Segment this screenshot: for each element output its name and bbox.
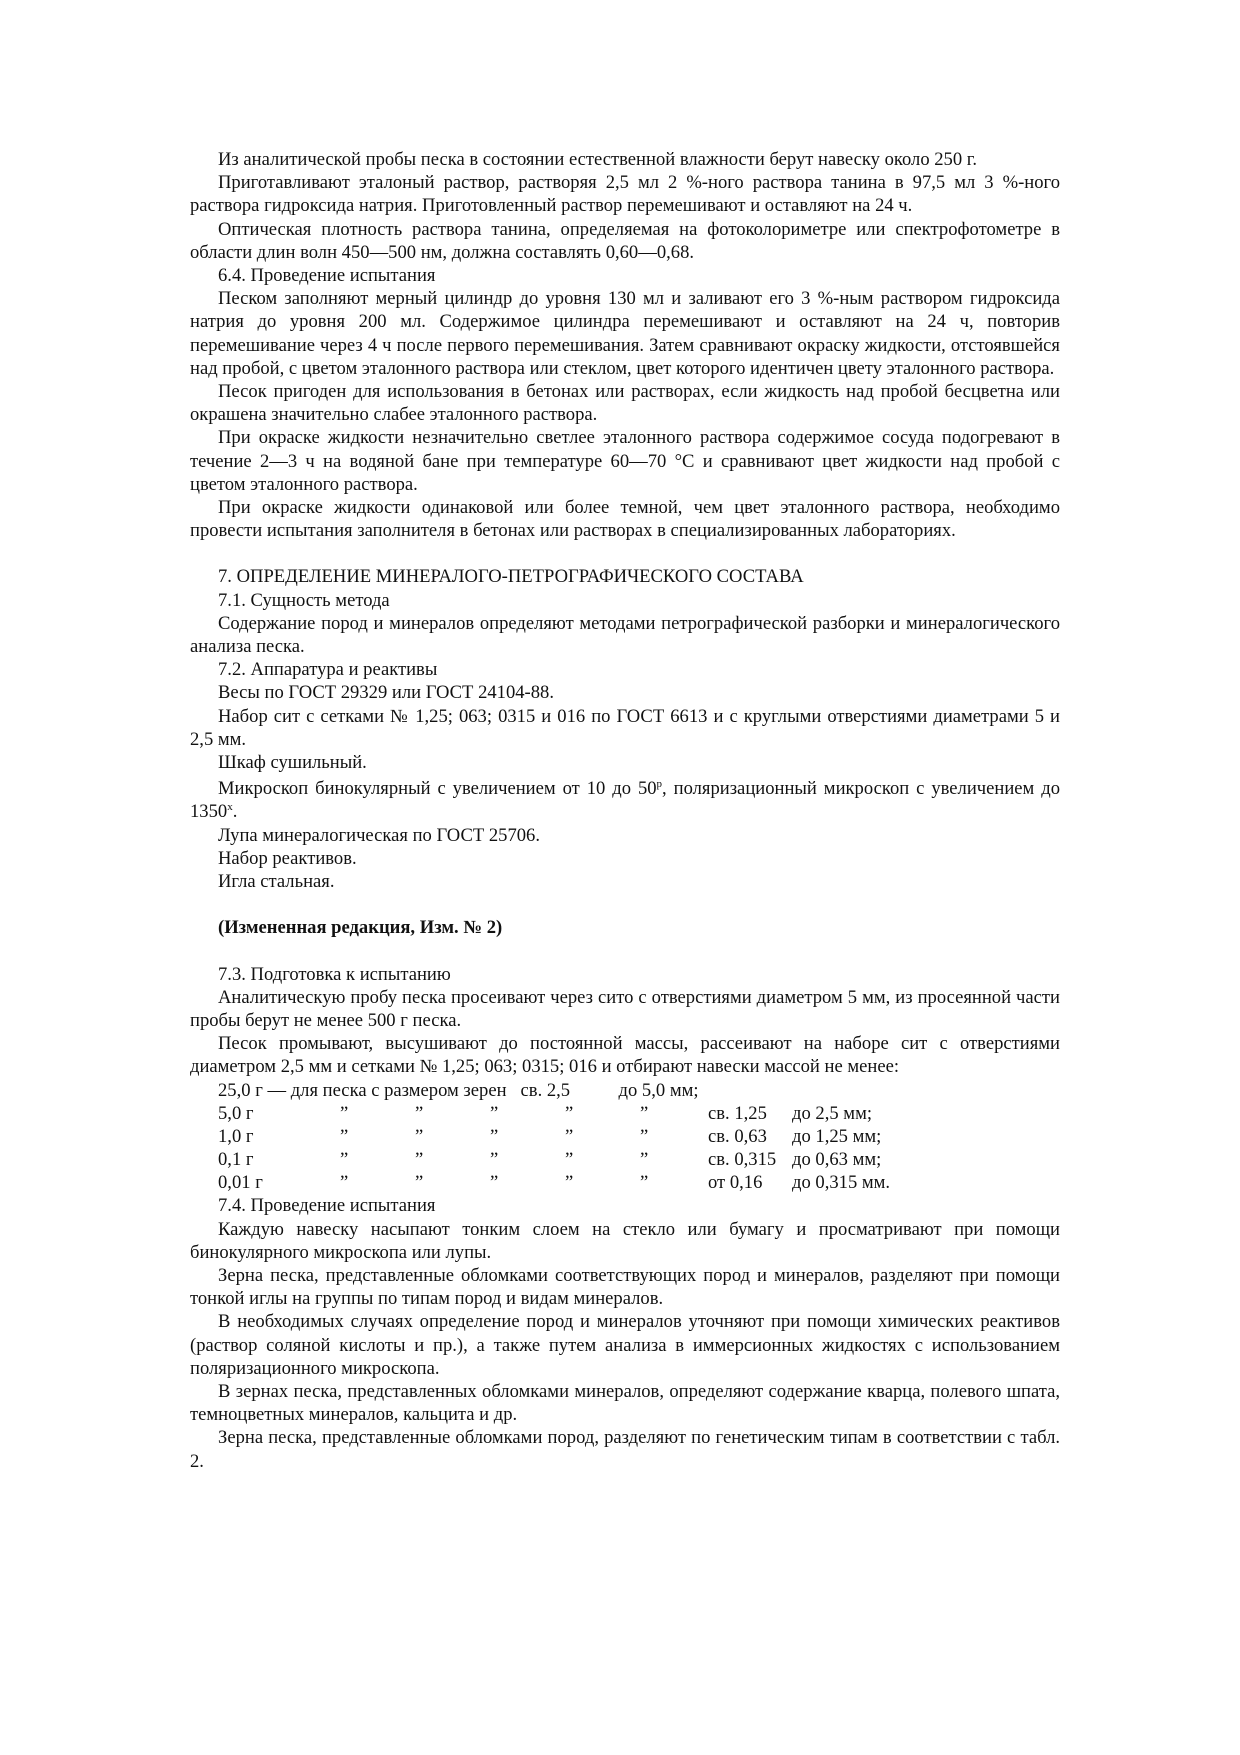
superscript: х [227, 801, 233, 814]
ditto-mark: ” [490, 1102, 499, 1124]
ditto-mark: ” [490, 1172, 499, 1194]
paragraph: Аналитическую пробу песка просеивают через сито с отверстиями диаметром 5 мм, из просеянной части пробы берут не менее 500 г песка. [190, 986, 1060, 1031]
mass-list [190, 1079, 1060, 1195]
subsection-heading: 7.3. Подготовка к испытанию [218, 963, 451, 985]
ditto-mark: ” [340, 1102, 349, 1124]
mass-row [218, 1102, 1060, 1125]
paragraph: Приготавливают эталоный раствор, растворяя 2,5 мл 2 %-ного раствора танина в 97,5 мл 3 %-ного раствора гидроксида натрия. Приготовленный раствор перемешивают и оставляют на 24 ч. [190, 172, 1060, 217]
document-page [190, 148, 1060, 1473]
paragraph: Песок промывают, высушивают до постоянной массы, рассеивают на наборе сит с отверстиями диаметром 2,5 мм и сетками № 1,25; 063; 0315; 016 и отбирают навески массой не менее: [190, 1033, 1060, 1078]
superscript: р [656, 778, 663, 791]
paragraph: В необходимых случаях определение пород и минералов уточняют при помощи химических реактивов (раствор соляной кислоты и пр.), а также путем анализа в иммерсионных жидкостях с использованием поляризационного микроскопа. [190, 1311, 1060, 1379]
paragraph: Песком заполняют мерный цилиндр до уровня 130 мл и заливают его 3 %-ным раствором гидроксида натрия до уровня 200 мл. Содержимое цилиндра перемешивают и оставляют на 24 ч, повторив перемешивание через 4 ч после первого перемешивания. Затем сравнивают окраску жидкости, отстоявшейся над пробой, с цветом эталонного раствора или стеклом, цвет которого идентичен цвету эталонного раствора. [190, 288, 1060, 379]
ditto-mark: ” [640, 1172, 649, 1194]
paragraph: Песок пригоден для использования в бетонах или растворах, если жидкость над пробой бесцветна или окрашена значительно слабее эталонного раствора. [190, 381, 1060, 426]
mass-value: 0,1 г [218, 1149, 254, 1171]
size-to: до 0,63 мм; [792, 1149, 882, 1171]
ditto-mark: ” [565, 1125, 574, 1147]
ditto-mark: ” [415, 1102, 424, 1124]
ditto-mark: ” [415, 1125, 424, 1147]
section-heading: 7. ОПРЕДЕЛЕНИЕ МИНЕРАЛОГО-ПЕТРОГРАФИЧЕСКОГО СОСТАВА [218, 566, 804, 588]
paragraph: Содержание пород и минералов определяют методами петрографической разборки и минералогического анализа песка. [190, 612, 1060, 658]
paragraph: Каждую навеску насыпают тонким слоем на стекло или бумагу и просматривают при помощи бинокулярного микроскопа или лупы. [190, 1218, 1060, 1263]
size-from: св. 1,25 [708, 1102, 767, 1124]
ditto-mark: ” [415, 1172, 424, 1194]
paragraph: Зерна песка, представленные обломками соответствующих пород и минералов, разделяют при помощи тонкой иглы на группы по типам пород и видам минералов. [190, 1265, 1060, 1310]
microscope-text: Микроскоп бинокулярный с увеличением от 10 до 50 [218, 778, 657, 800]
ditto-mark: ” [565, 1149, 574, 1171]
size-from: от 0,16 [708, 1172, 763, 1194]
size-from: св. 0,63 [708, 1125, 767, 1147]
ditto-mark: ” [490, 1125, 499, 1147]
equipment-item-microscope [190, 777, 1060, 823]
paragraph: Зерна песка, представленные обломками пород, разделяют по генетическим типам в соответствии с табл. 2. [190, 1427, 1060, 1472]
microscope-text: . [232, 801, 238, 823]
ditto-mark: ” [490, 1149, 499, 1171]
size-to: до 0,315 мм. [792, 1172, 891, 1194]
ditto-mark: ” [640, 1149, 649, 1171]
amendment-note: (Измененная редакция, Изм. № 2) [218, 917, 503, 939]
mass-value: 5,0 г [218, 1102, 254, 1124]
mass-row [218, 1079, 1060, 1102]
paragraph: При окраске жидкости незначительно светлее эталонного раствора содержимое сосуда подогревают в течение 2—3 ч на водяной бане при температуре 60—70 °С и сравнивают цвет жидкости над пробой с цветом эталонного раствора. [190, 427, 1060, 495]
equipment-item: Лупа минералогическая по ГОСТ 25706. [218, 824, 540, 846]
paragraph: Оптическая плотность раствора танина, определяемая на фотоколориметре или спектрофотометре в области длин волн 450—500 нм, должна составлять 0,60—0,68. [190, 218, 1060, 263]
mass-row [218, 1171, 1060, 1194]
ditto-mark: ” [340, 1149, 349, 1171]
ditto-mark: ” [640, 1125, 649, 1147]
equipment-item: Шкаф сушильный. [218, 752, 367, 774]
equipment-item: Набор сит с сетками № 1,25; 063; 0315 и 016 по ГОСТ 6613 и с круглыми отверстиями диаметрами 5 и 2,5 мм. [190, 705, 1060, 750]
ditto-mark: ” [340, 1172, 349, 1194]
size-to: до 2,5 мм; [792, 1102, 872, 1124]
ditto-mark: ” [640, 1102, 649, 1124]
mass-value: 1,0 г [218, 1125, 254, 1147]
mass-row [218, 1148, 1060, 1171]
paragraph: При окраске жидкости одинаковой или более темной, чем цвет эталонного раствора, необходимо провести испытания заполнителя в бетонах или растворах в специализированных лабораториях. [190, 497, 1060, 542]
ditto-mark: ” [565, 1172, 574, 1194]
paragraph: Из аналитической пробы песка в состоянии естественной влажности берут навеску около 250 г. [218, 149, 977, 170]
ditto-mark: ” [565, 1102, 574, 1124]
mass-value: 0,01 г [218, 1172, 263, 1194]
ditto-mark: ” [340, 1125, 349, 1147]
size-from: св. 0,315 [708, 1149, 777, 1171]
size-from: св. 2,5 [520, 1079, 571, 1101]
subsection-heading: 7.2. Аппаратура и реактивы [218, 659, 438, 681]
paragraph: В зернах песка, представленных обломками минералов, определяют содержание кварца, полевого шпата, темноцветных минералов, кальцита и др. [190, 1381, 1060, 1426]
equipment-item: Набор реактивов. [218, 847, 357, 869]
mass-value: 25,0 г — для песка с размером зерен [218, 1079, 507, 1101]
mass-row [218, 1125, 1060, 1148]
subsection-heading: 7.4. Проведение испытания [218, 1195, 436, 1217]
microscope-text: , поляризационный микроскоп с увеличением до 1350 [190, 778, 1061, 823]
ditto-mark: ” [415, 1149, 424, 1171]
size-to: до 1,25 мм; [792, 1125, 882, 1147]
equipment-item: Игла стальная. [218, 871, 335, 893]
subsection-heading: 7.1. Сущность метода [218, 589, 390, 611]
equipment-item: Весы по ГОСТ 29329 или ГОСТ 24104-88. [218, 682, 554, 704]
size-to: до 5,0 мм; [618, 1079, 699, 1101]
subsection-heading: 6.4. Проведение испытания [218, 265, 436, 287]
